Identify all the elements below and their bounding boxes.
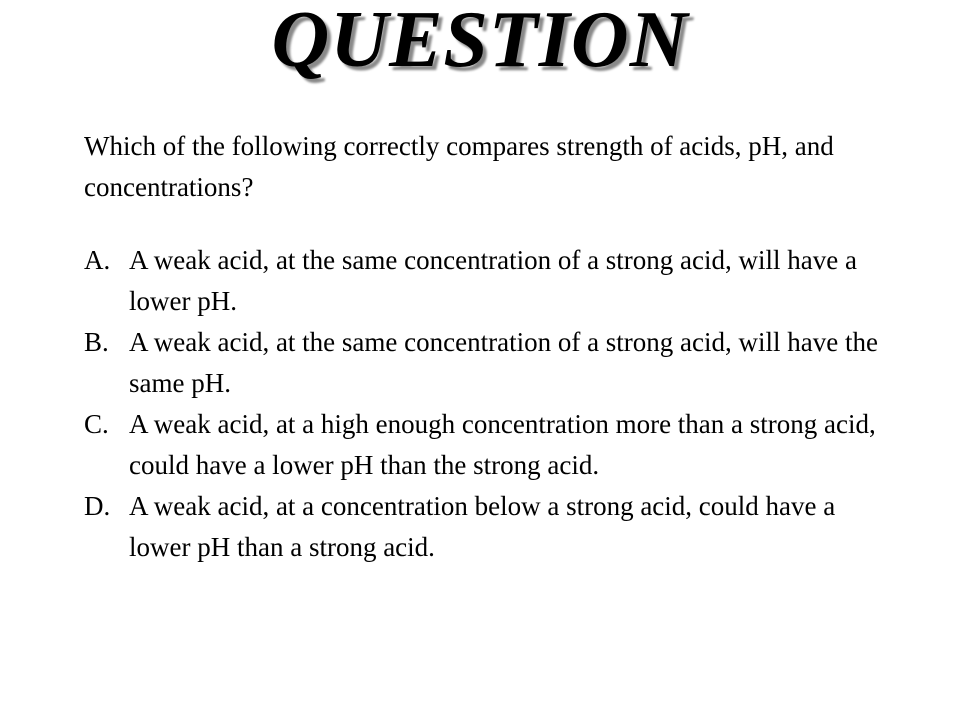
question-text: Which of the following correctly compares strength of acids, pH, and concentrations? [84, 131, 834, 202]
option-text: A weak acid, at a high enough concentration more than a strong acid, could have a lower pH than the strong acid. [129, 409, 876, 480]
option-text: A weak acid, at the same concentration of a strong acid, will have a lower pH. [129, 245, 857, 316]
answer-option-d [84, 486, 884, 568]
option-letter: C. [84, 409, 109, 439]
answer-options-list [84, 240, 884, 568]
option-text: A weak acid, at the same concentration of a strong acid, will have the same pH. [129, 327, 878, 398]
answer-option-b [84, 322, 884, 404]
answer-option-c [84, 404, 884, 486]
option-letter: D. [84, 491, 111, 521]
answer-option-a [84, 240, 884, 322]
option-letter: B. [84, 327, 109, 357]
slide-title: QUESTION [271, 0, 689, 84]
option-letter: A. [84, 245, 111, 275]
option-text: A weak acid, at a concentration below a strong acid, could have a lower pH than a strong acid. [129, 491, 836, 562]
